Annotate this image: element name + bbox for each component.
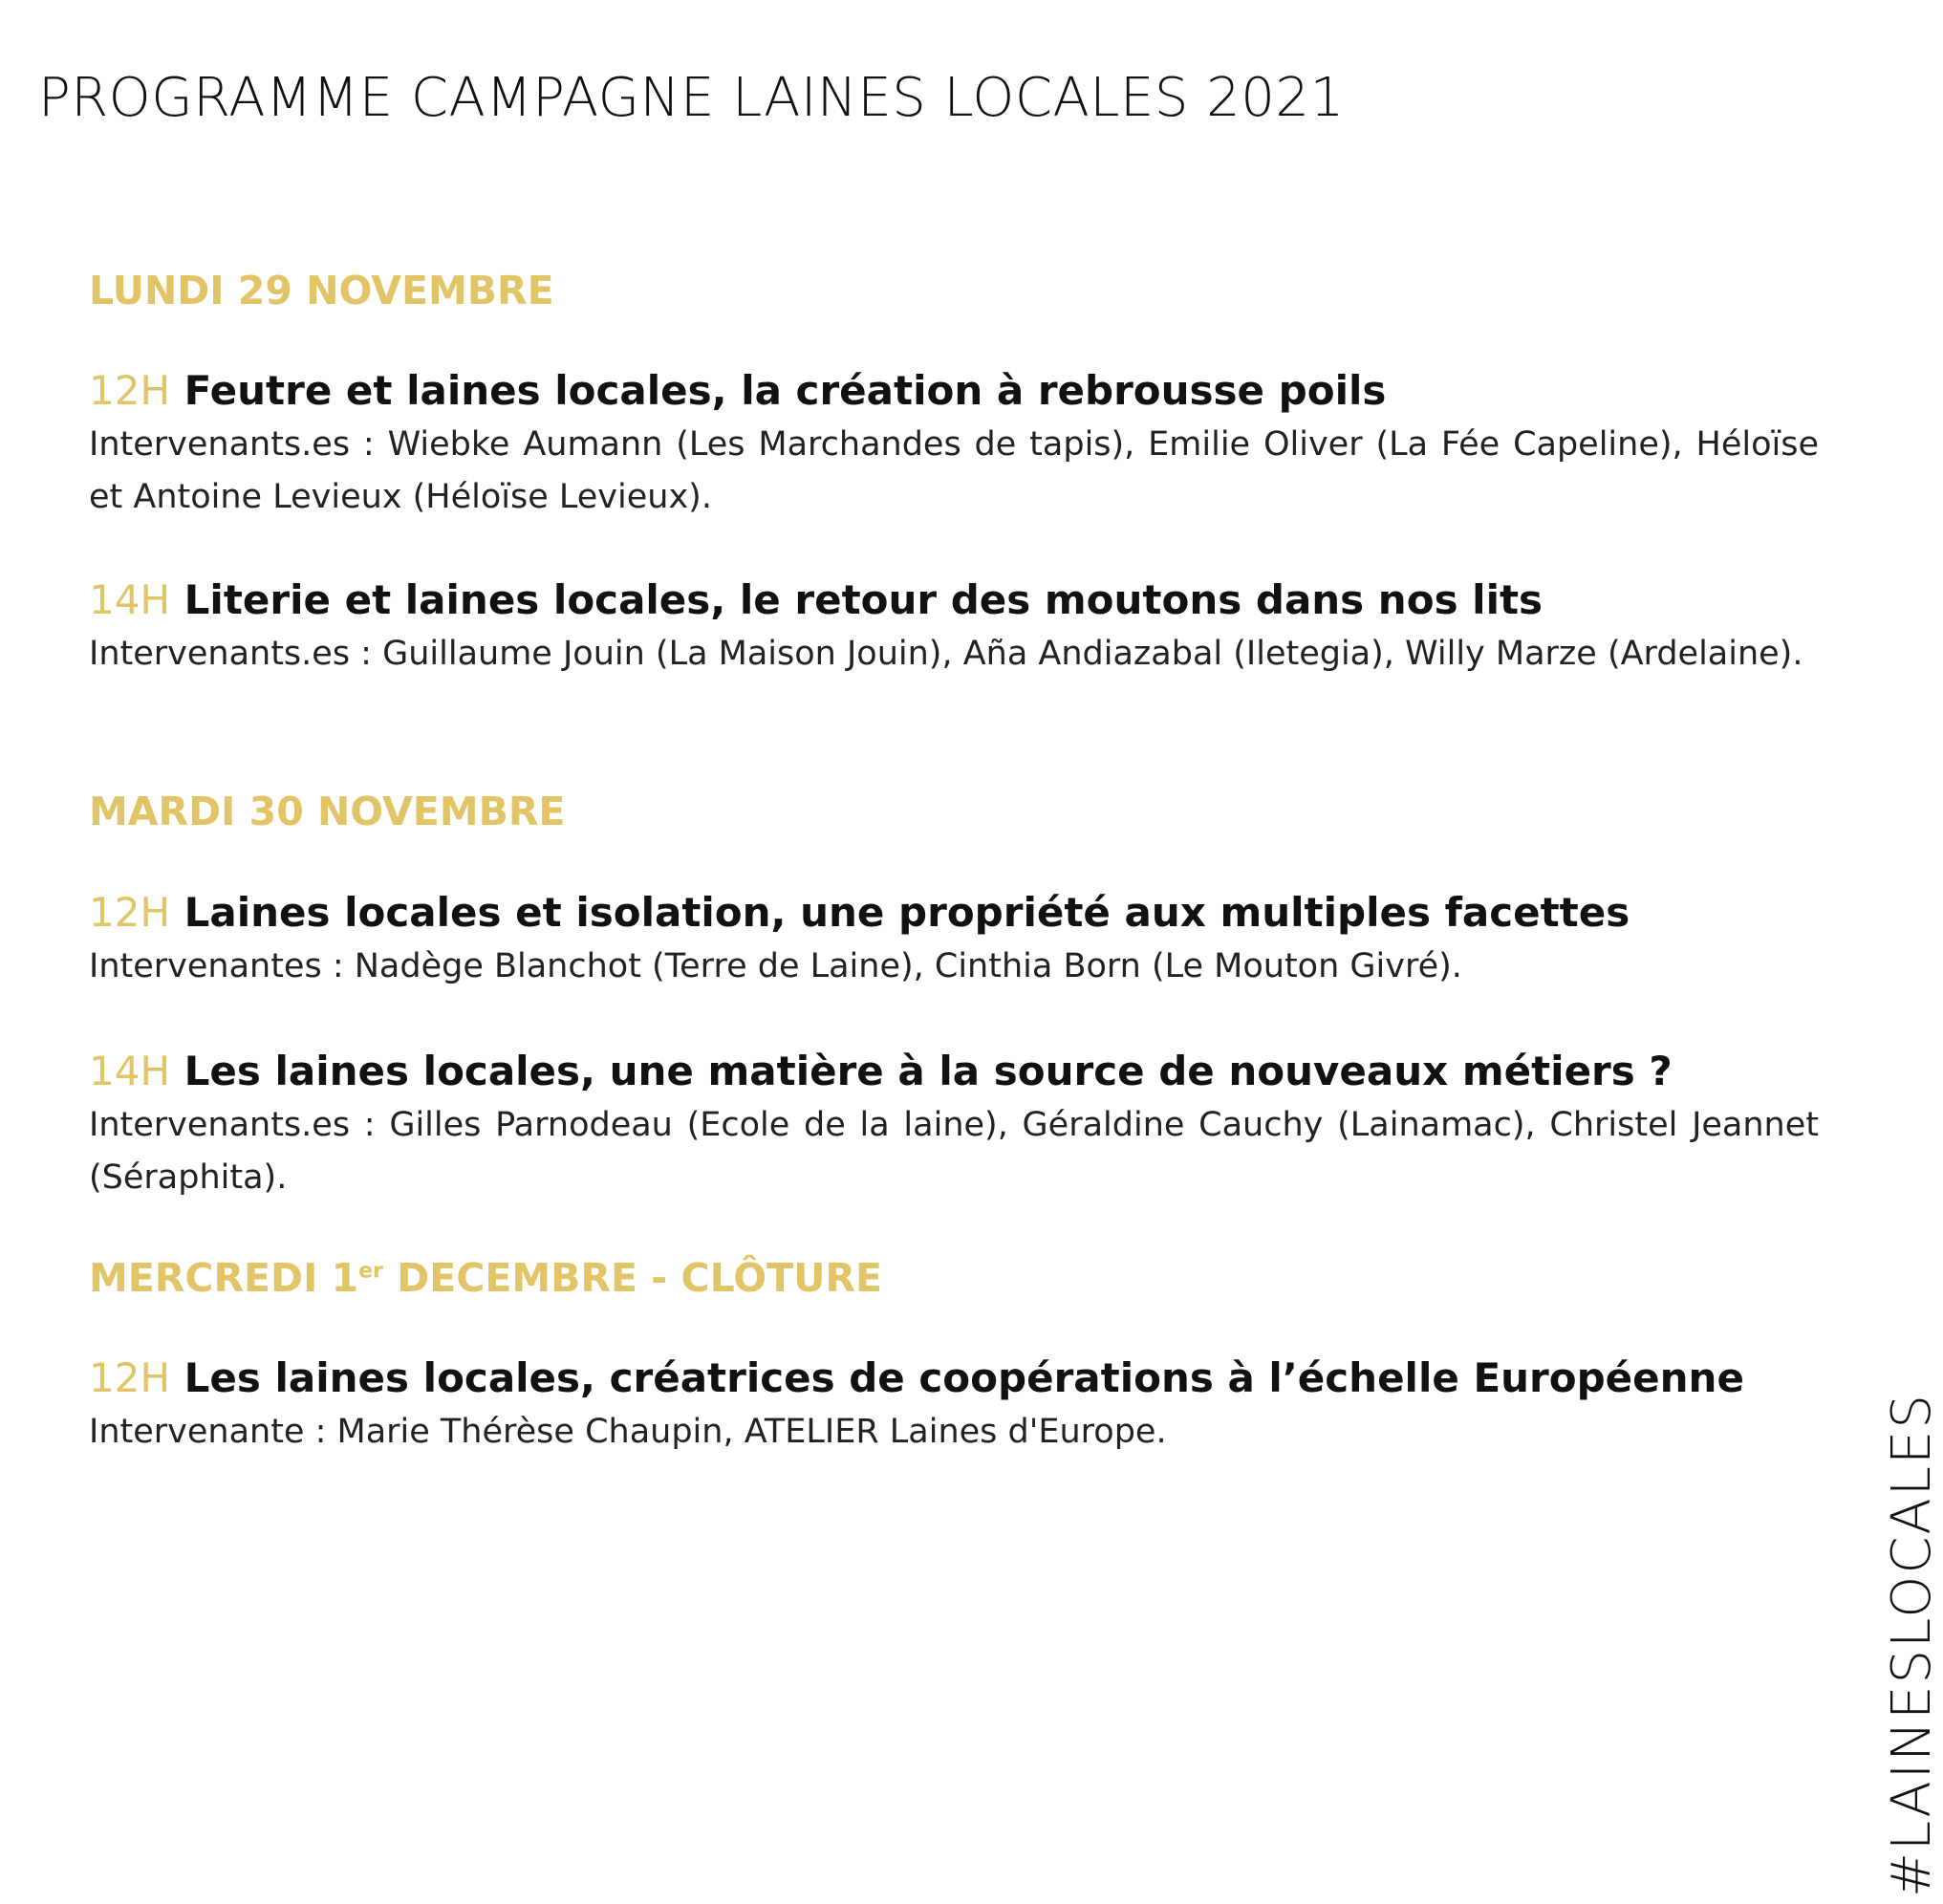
session-title	[89, 1048, 1673, 1094]
session-speakers: Intervenantes : Nadège Blanchot (Terre de Laine), Cinthia Born (Le Mouton Givré).	[89, 947, 1462, 985]
session-title-text: Les laines locales, une matière à la source de nouveaux métiers ?	[184, 1048, 1673, 1094]
session-speakers: Intervenants.es : Guillaume Jouin (La Maison Jouin), Aña Andiazabal (Iletegia), Willy Marze (Ardelaine).	[89, 635, 1803, 673]
day-heading-tuesday: MARDI 30 NOVEMBRE	[89, 789, 566, 834]
session-speakers: Intervenants.es : Wiebke Aumann (Les Marchandes de tapis), Emilie Oliver (La Fée Capeline), Héloïse et Antoine Levieux (Héloïse Levieux).	[89, 425, 1819, 516]
day-heading-prefix: MERCREDI 1	[89, 1255, 359, 1301]
session-time: 14H	[89, 576, 171, 623]
session-speakers: Intervenante : Marie Thérèse Chaupin, ATELIER Laines d'Europe.	[89, 1413, 1167, 1451]
session-title-text: Laines locales et isolation, une propriété aux multiples facettes	[184, 889, 1630, 936]
session-title-text: Les laines locales, créatrices de coopérations à l’échelle Européenne	[184, 1354, 1744, 1401]
session-speakers: Intervenants.es : Gilles Parnodeau (Ecole de la laine), Géraldine Cauchy (Lainamac), Christel Jeannet (Séraphita).	[89, 1106, 1819, 1197]
session-title-text: Feutre et laines locales, la création à rebrousse poils	[184, 367, 1387, 414]
session-title	[89, 889, 1630, 936]
day-heading-wednesday	[89, 1255, 882, 1301]
session-title	[89, 1354, 1744, 1401]
session-time: 14H	[89, 1048, 171, 1094]
hashtag: #LAINESLOCALES	[1881, 1393, 1943, 1897]
session-title	[89, 367, 1386, 414]
session-title-text: Literie et laines locales, le retour des moutons dans nos lits	[184, 576, 1544, 623]
page-title: PROGRAMME CAMPAGNE LAINES LOCALES 2021	[38, 67, 1345, 129]
day-heading-suffix: DECEMBRE - CLÔTURE	[382, 1255, 882, 1301]
day-heading-ordinal: er	[358, 1259, 383, 1284]
day-heading-monday: LUNDI 29 NOVEMBRE	[89, 268, 554, 314]
session-time: 12H	[89, 367, 171, 414]
session-title	[89, 576, 1543, 623]
session-time: 12H	[89, 1354, 171, 1401]
session-time: 12H	[89, 889, 171, 936]
